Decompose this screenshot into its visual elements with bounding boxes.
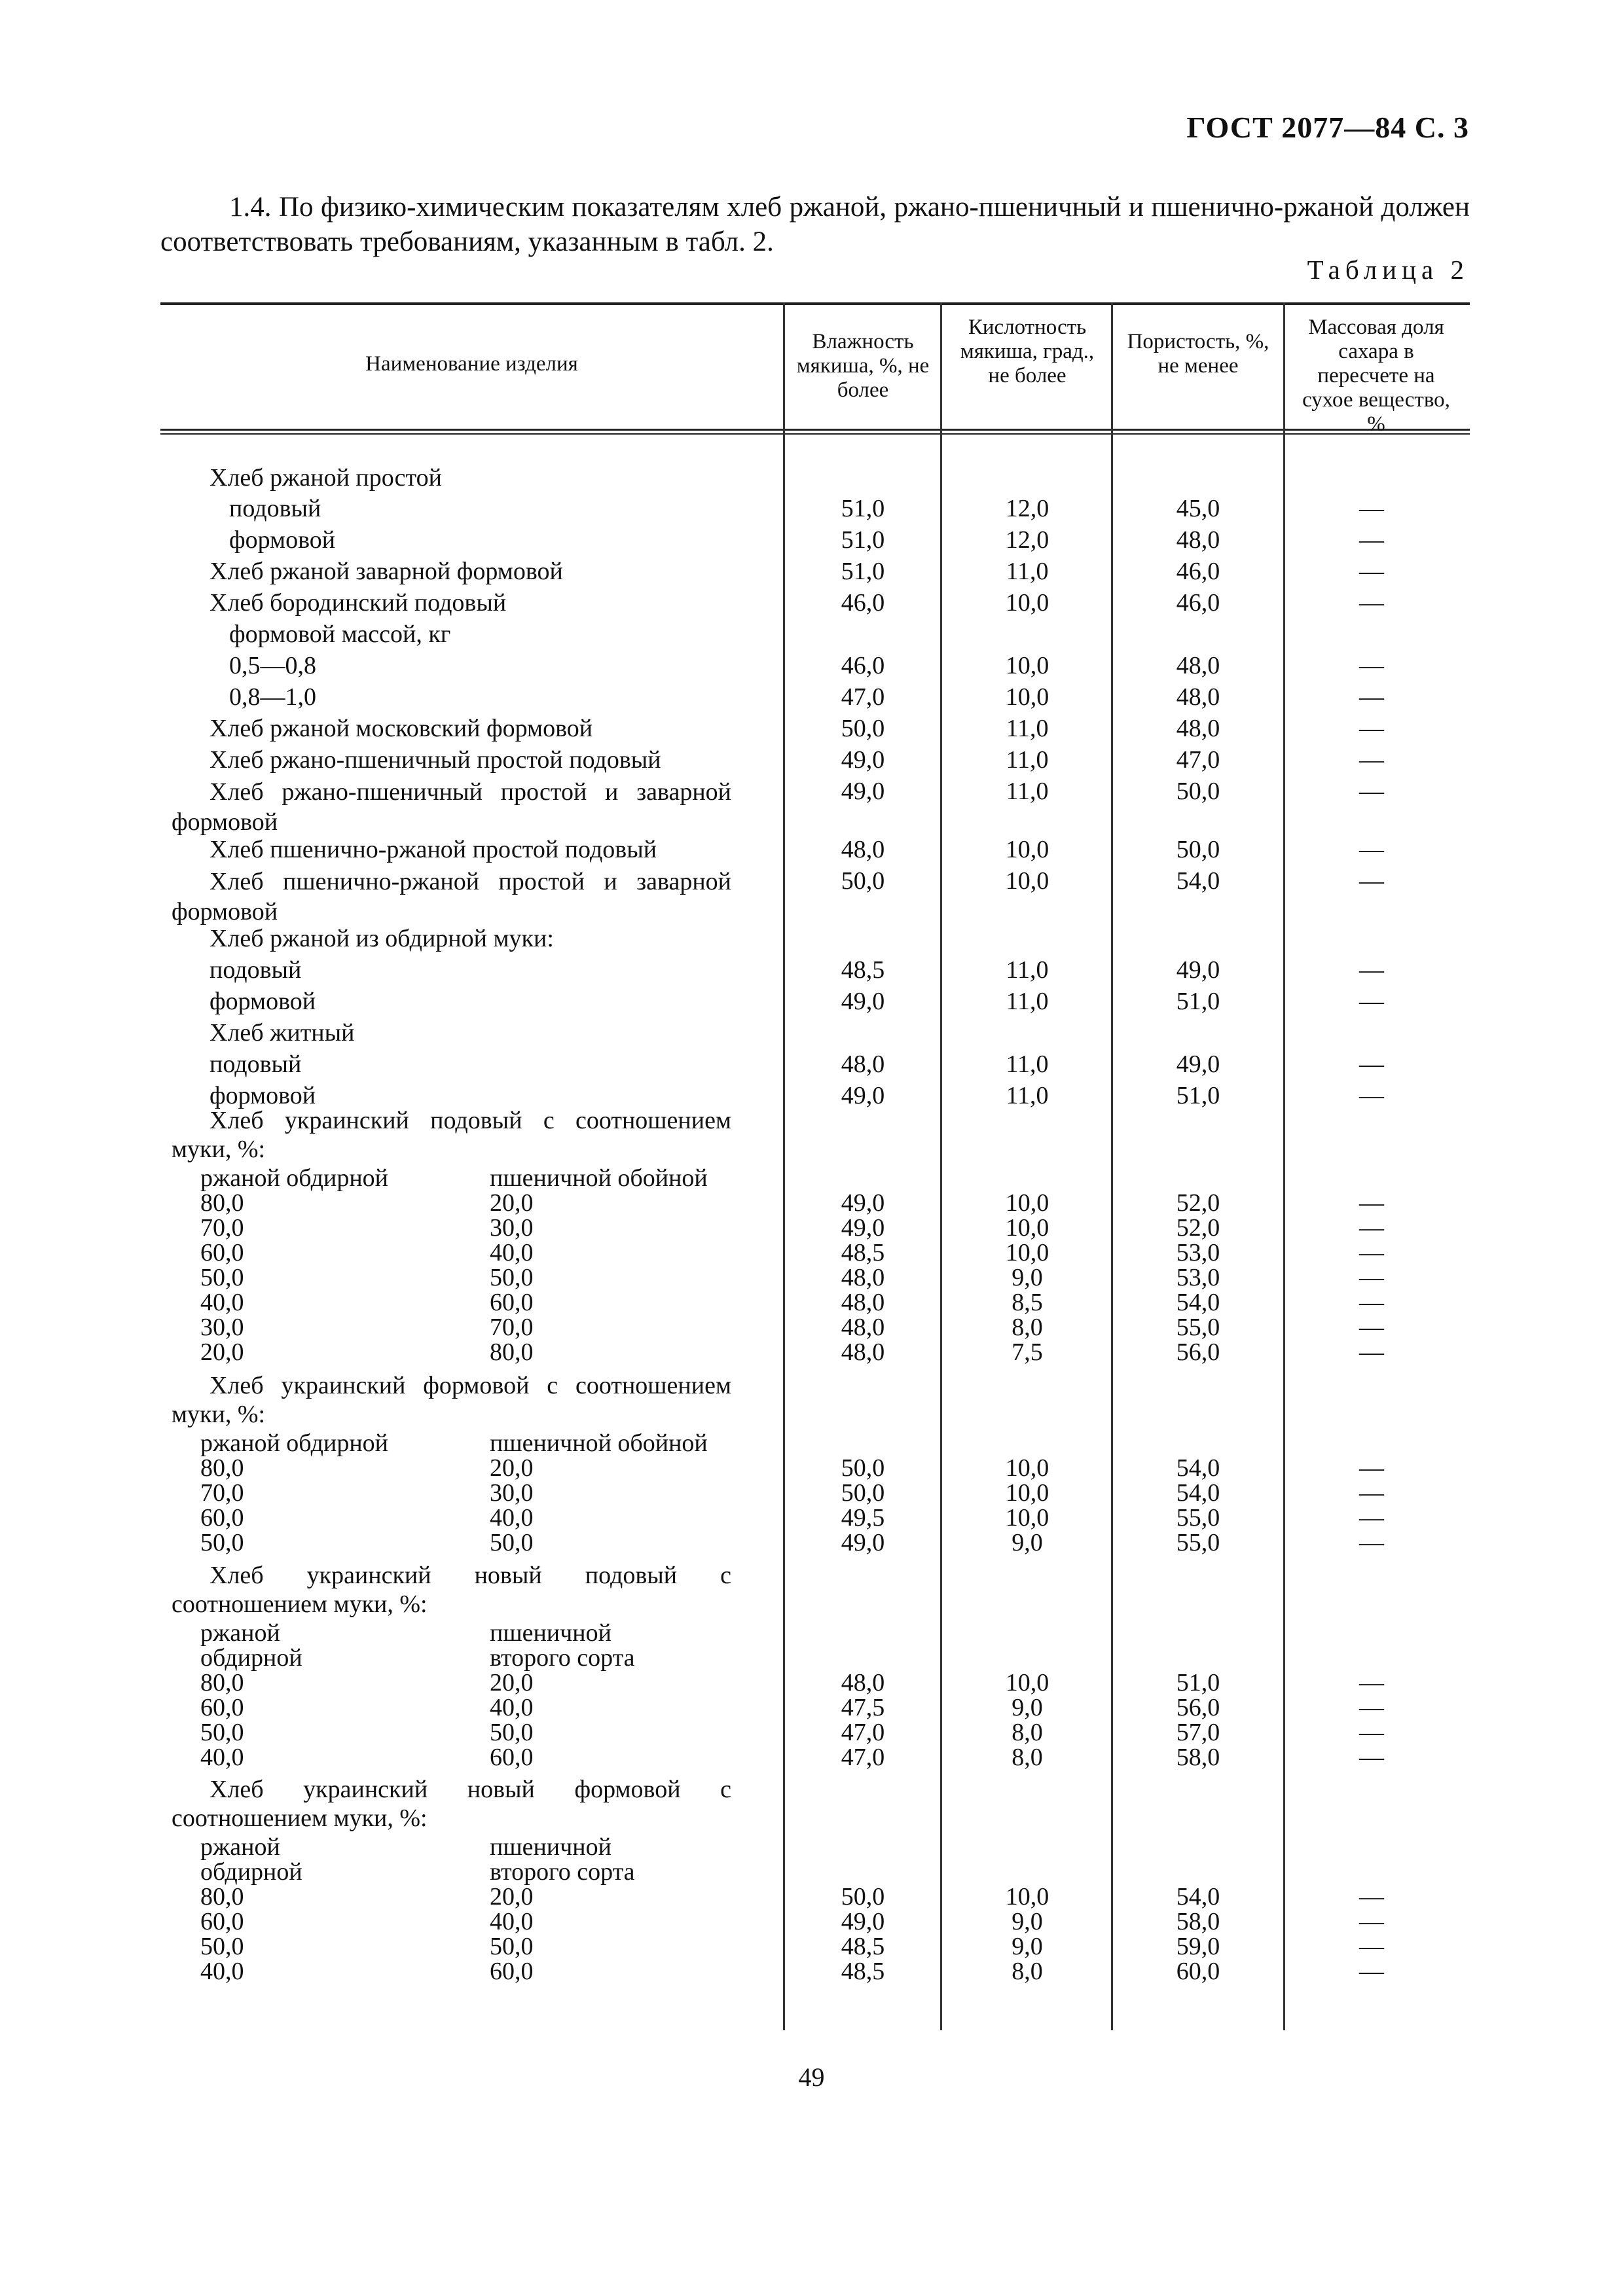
ratio-wheat: 30,0 — [490, 1479, 534, 1507]
ratio-rye: 70,0 — [200, 1214, 244, 1242]
table-top-rule — [160, 302, 1470, 305]
value-cell: 47,0 — [841, 1719, 885, 1746]
subsection-title — [0, 1561, 1623, 1618]
value-cell: 10,0 — [1005, 1479, 1049, 1507]
value-cell: 56,0 — [1176, 1694, 1220, 1721]
value-cell: 10,0 — [1005, 652, 1049, 679]
value-cell: — — [1359, 715, 1384, 742]
ratio-rye: 40,0 — [200, 1289, 244, 1316]
value-cell: 47,5 — [841, 1694, 885, 1721]
subsection-title-text: Хлеб украинский новый формовой с соотношением муки, %: — [172, 1776, 731, 1832]
value-cell: 49,0 — [841, 1082, 885, 1109]
value-cell: 11,0 — [1006, 746, 1049, 774]
ratio-wheat: 40,0 — [490, 1239, 534, 1266]
value-cell: — — [1359, 746, 1384, 774]
table-row — [0, 956, 1623, 982]
value-cell: 47,0 — [841, 1744, 885, 1771]
table-row — [0, 588, 1623, 615]
value-cell: 48,0 — [1176, 652, 1220, 679]
value-cell: 8,0 — [1012, 1744, 1043, 1771]
table-label: Таблица 2 — [1307, 255, 1469, 285]
value-cell: — — [1359, 1719, 1384, 1746]
flour-header-row — [0, 1619, 1623, 1647]
table-row — [0, 1528, 1623, 1556]
value-cell: — — [1359, 1694, 1384, 1721]
value-cell: 48,5 — [841, 1239, 885, 1266]
value-cell: 49,0 — [841, 1214, 885, 1242]
ratio-rye: 80,0 — [200, 1883, 244, 1910]
value-cell: — — [1359, 1289, 1384, 1316]
ratio-rye: 60,0 — [200, 1504, 244, 1532]
table-row — [0, 1050, 1623, 1076]
value-cell: 55,0 — [1176, 1529, 1220, 1556]
value-cell: — — [1359, 1529, 1384, 1556]
value-cell: 59,0 — [1176, 1933, 1220, 1960]
value-cell: 46,0 — [1176, 558, 1220, 585]
table-row — [0, 1932, 1623, 1960]
column-header-acidity: Кислотность мякиша, град., не более — [960, 315, 1095, 387]
table-row — [0, 463, 1623, 490]
table-header-rule-2 — [160, 433, 1470, 435]
value-cell: — — [1359, 1082, 1384, 1109]
value-cell: 51,0 — [1176, 1082, 1220, 1109]
product-name: подовый — [210, 1050, 302, 1078]
product-name: 0,8—1,0 — [229, 683, 316, 711]
value-cell: 49,0 — [1176, 1050, 1220, 1078]
table-row — [0, 867, 1623, 925]
flour-col-b: пшеничной обойной — [490, 1164, 708, 1192]
table-header-rule — [160, 429, 1470, 431]
ratio-wheat: 60,0 — [490, 1958, 534, 1985]
table-row — [0, 835, 1623, 861]
table-row — [0, 1693, 1623, 1721]
value-cell: 49,0 — [841, 746, 885, 774]
value-cell: 55,0 — [1176, 1504, 1220, 1532]
value-cell: 49,0 — [841, 1189, 885, 1217]
value-cell: 48,5 — [841, 956, 885, 984]
value-cell: 54,0 — [1176, 867, 1220, 895]
table-row — [0, 1313, 1623, 1341]
table-row — [0, 1213, 1623, 1242]
value-cell: 48,0 — [1176, 683, 1220, 711]
value-cell: — — [1359, 1908, 1384, 1935]
value-cell: 50,0 — [841, 867, 885, 895]
table-row — [0, 1479, 1623, 1507]
value-cell: 49,0 — [841, 778, 885, 805]
value-cell: 60,0 — [1176, 1958, 1220, 1985]
ratio-wheat: 60,0 — [490, 1744, 534, 1771]
value-cell: 11,0 — [1006, 988, 1049, 1015]
table-row — [0, 1668, 1623, 1696]
table-row — [0, 683, 1623, 709]
value-cell: — — [1359, 1338, 1384, 1366]
value-cell: — — [1359, 589, 1384, 617]
table-row — [0, 1503, 1623, 1532]
value-cell: 8,0 — [1012, 1719, 1043, 1746]
product-name: Хлеб ржаной простой — [210, 464, 442, 492]
value-cell: 10,0 — [1005, 1189, 1049, 1217]
value-cell: 51,0 — [841, 526, 885, 554]
ratio-rye: 30,0 — [200, 1314, 244, 1341]
flour-header-row — [0, 1857, 1623, 1886]
product-name: Хлеб житный — [210, 1019, 355, 1047]
column-header-sugar: Массовая доля сахара в пересчете на сухое вещество, % — [1302, 315, 1450, 436]
table-row — [0, 777, 1623, 836]
table-row — [0, 526, 1623, 552]
ratio-rye: 50,0 — [200, 1933, 244, 1960]
product-name: формовой — [210, 988, 316, 1015]
table-row — [0, 714, 1623, 740]
value-cell: 55,0 — [1176, 1314, 1220, 1341]
product-name: формовой — [210, 1082, 316, 1109]
value-cell: — — [1359, 867, 1384, 895]
product-name: Хлеб ржано-пшеничный простой и заварной формовой — [172, 778, 731, 836]
ratio-wheat: 30,0 — [490, 1214, 534, 1242]
value-cell: 50,0 — [1176, 778, 1220, 805]
value-cell: 11,0 — [1006, 778, 1049, 805]
value-cell: — — [1359, 1669, 1384, 1696]
value-cell: — — [1359, 956, 1384, 984]
value-cell: 54,0 — [1176, 1454, 1220, 1482]
flour-col-b: пшеничной обойной — [490, 1429, 708, 1457]
flour-col-b: пшеничной — [490, 1619, 611, 1647]
ratio-wheat: 70,0 — [490, 1314, 534, 1341]
ratio-wheat: 50,0 — [490, 1529, 534, 1556]
value-cell: 49,0 — [841, 1908, 885, 1935]
intro-paragraph: 1.4. По физико-химическим показателям хлеб ржаной, ржано-пшеничный и пшенично-ржаной должен соответствовать требованиям, указанным в табл. 2. — [160, 192, 1470, 257]
value-cell: 58,0 — [1176, 1908, 1220, 1935]
table-row — [0, 1189, 1623, 1217]
flour-col-a: ржаной — [200, 1833, 280, 1861]
flour-col-b: второго сорта — [490, 1644, 635, 1672]
value-cell: 50,0 — [841, 1883, 885, 1910]
value-cell: — — [1359, 1883, 1384, 1910]
page-number: 49 — [798, 2062, 825, 2092]
value-cell: 51,0 — [841, 558, 885, 585]
flour-header-row — [0, 1833, 1623, 1861]
product-name: 0,5—0,8 — [229, 652, 316, 679]
ratio-wheat: 50,0 — [490, 1933, 534, 1960]
value-cell: 50,0 — [841, 715, 885, 742]
value-cell: 51,0 — [1176, 1669, 1220, 1696]
value-cell: 48,0 — [841, 1264, 885, 1291]
value-cell: 48,5 — [841, 1933, 885, 1960]
ratio-wheat: 40,0 — [490, 1504, 534, 1532]
product-name: Хлеб ржаной московский формовой — [210, 715, 593, 742]
ratio-rye: 80,0 — [200, 1669, 244, 1696]
table-row — [0, 745, 1623, 772]
value-cell: — — [1359, 1264, 1384, 1291]
value-cell: 11,0 — [1006, 956, 1049, 984]
table-row — [0, 1263, 1623, 1291]
value-cell: 8,0 — [1012, 1958, 1043, 1985]
value-cell: 57,0 — [1176, 1719, 1220, 1746]
value-cell: 10,0 — [1005, 1239, 1049, 1266]
value-cell: 49,0 — [841, 1529, 885, 1556]
value-cell: 50,0 — [1176, 836, 1220, 863]
value-cell: 9,0 — [1012, 1694, 1043, 1721]
table-row — [0, 1338, 1623, 1366]
flour-header-row — [0, 1643, 1623, 1672]
value-cell: 48,0 — [1176, 526, 1220, 554]
value-cell: 54,0 — [1176, 1289, 1220, 1316]
value-cell: 10,0 — [1005, 683, 1049, 711]
value-cell: 51,0 — [841, 495, 885, 522]
table-row — [0, 1957, 1623, 1985]
ratio-rye: 20,0 — [200, 1338, 244, 1366]
value-cell: 53,0 — [1176, 1239, 1220, 1266]
product-name: Хлеб пшенично-ржаной простой подовый — [210, 836, 657, 863]
value-cell: 8,5 — [1012, 1289, 1043, 1316]
ratio-rye: 60,0 — [200, 1239, 244, 1266]
table-row — [0, 557, 1623, 583]
value-cell: 46,0 — [1176, 589, 1220, 617]
product-name: Хлеб ржаной из обдирной муки: — [210, 925, 554, 952]
value-cell: 46,0 — [841, 652, 885, 679]
table-row — [0, 1882, 1623, 1910]
ratio-rye: 50,0 — [200, 1719, 244, 1746]
value-cell: 9,0 — [1012, 1264, 1043, 1291]
value-cell: 54,0 — [1176, 1883, 1220, 1910]
table-row — [0, 1288, 1623, 1316]
value-cell: 10,0 — [1005, 867, 1049, 895]
value-cell: 47,0 — [841, 683, 885, 711]
ratio-wheat: 20,0 — [490, 1669, 534, 1696]
value-cell: 48,0 — [1176, 715, 1220, 742]
value-cell: — — [1359, 836, 1384, 863]
value-cell: 9,0 — [1012, 1933, 1043, 1960]
ratio-rye: 80,0 — [200, 1189, 244, 1217]
value-cell: — — [1359, 778, 1384, 805]
value-cell: 11,0 — [1006, 715, 1049, 742]
ratio-rye: 50,0 — [200, 1529, 244, 1556]
product-name: Хлеб ржаной заварной формовой — [210, 558, 563, 585]
table-row — [0, 1743, 1623, 1771]
value-cell: — — [1359, 1189, 1384, 1217]
table-row — [0, 1718, 1623, 1746]
value-cell: — — [1359, 1214, 1384, 1242]
product-name: Хлеб бородинский подовый — [210, 589, 507, 617]
ratio-rye: 40,0 — [200, 1744, 244, 1771]
table-row — [0, 1907, 1623, 1935]
value-cell: — — [1359, 526, 1384, 554]
value-cell: 10,0 — [1005, 1214, 1049, 1242]
value-cell: 53,0 — [1176, 1264, 1220, 1291]
value-cell: 9,0 — [1012, 1529, 1043, 1556]
value-cell: 50,0 — [841, 1479, 885, 1507]
flour-col-b: пшеничной — [490, 1833, 611, 1861]
value-cell: — — [1359, 1744, 1384, 1771]
value-cell: 11,0 — [1006, 1050, 1049, 1078]
value-cell: — — [1359, 558, 1384, 585]
ratio-rye: 60,0 — [200, 1908, 244, 1935]
value-cell: — — [1359, 1958, 1384, 1985]
value-cell: 50,0 — [841, 1454, 885, 1482]
value-cell: 45,0 — [1176, 495, 1220, 522]
product-name: Хлеб пшенично-ржаной простой и заварной формовой — [172, 868, 731, 925]
value-cell: 8,0 — [1012, 1314, 1043, 1341]
value-cell: 46,0 — [841, 589, 885, 617]
value-cell: 49,0 — [841, 988, 885, 1015]
value-cell: 47,0 — [1176, 746, 1220, 774]
value-cell: 52,0 — [1176, 1214, 1220, 1242]
subsection-title — [0, 1371, 1623, 1428]
flour-col-a: обдирной — [200, 1858, 302, 1886]
ratio-wheat: 80,0 — [490, 1338, 534, 1366]
product-name: Хлеб ржано-пшеничный простой подовый — [210, 746, 661, 774]
product-name: формовой массой, кг — [229, 620, 451, 648]
value-cell: — — [1359, 1314, 1384, 1341]
product-name: формовой — [229, 526, 336, 554]
ratio-wheat: 20,0 — [490, 1883, 534, 1910]
table-row — [0, 1081, 1623, 1107]
value-cell: 56,0 — [1176, 1338, 1220, 1366]
ratio-rye: 80,0 — [200, 1454, 244, 1482]
value-cell: 51,0 — [1176, 988, 1220, 1015]
value-cell: 52,0 — [1176, 1189, 1220, 1217]
ratio-wheat: 50,0 — [490, 1719, 534, 1746]
subsection-title-text: Хлеб украинский формовой с соотношением муки, %: — [172, 1372, 731, 1428]
ratio-rye: 50,0 — [200, 1264, 244, 1291]
value-cell: — — [1359, 652, 1384, 679]
value-cell: 48,5 — [841, 1958, 885, 1985]
value-cell: 48,0 — [841, 1338, 885, 1366]
ratio-wheat: 40,0 — [490, 1908, 534, 1935]
flour-col-b: второго сорта — [490, 1858, 635, 1886]
flour-col-a: ржаной — [200, 1619, 280, 1647]
value-cell: 10,0 — [1005, 836, 1049, 863]
value-cell: 10,0 — [1005, 1883, 1049, 1910]
product-name: подовый — [210, 956, 302, 984]
table-row — [0, 651, 1623, 677]
subsection-title — [0, 1775, 1623, 1832]
flour-header-row — [0, 1164, 1623, 1192]
value-cell: 7,5 — [1012, 1338, 1043, 1366]
value-cell: 10,0 — [1005, 1454, 1049, 1482]
ratio-wheat: 50,0 — [490, 1264, 534, 1291]
subsection-title — [0, 1106, 1623, 1163]
value-cell: — — [1359, 1504, 1384, 1532]
subsection-title-text: Хлеб украинский подовый с соотношением муки, %: — [172, 1107, 731, 1163]
ratio-rye: 60,0 — [200, 1694, 244, 1721]
subsection-title-text: Хлеб украинский новый подовый с соотношением муки, %: — [172, 1562, 731, 1618]
value-cell: 12,0 — [1005, 526, 1049, 554]
value-cell: 48,0 — [841, 836, 885, 863]
value-cell: 48,0 — [841, 1289, 885, 1316]
product-name: подовый — [229, 495, 321, 522]
value-cell: 10,0 — [1005, 1504, 1049, 1532]
value-cell: 11,0 — [1006, 558, 1049, 585]
ratio-wheat: 20,0 — [490, 1189, 534, 1217]
ratio-wheat: 60,0 — [490, 1289, 534, 1316]
table-row — [0, 494, 1623, 520]
flour-col-a: ржаной обдирной — [200, 1164, 389, 1192]
value-cell: — — [1359, 1239, 1384, 1266]
ratio-wheat: 20,0 — [490, 1454, 534, 1482]
value-cell: 48,0 — [841, 1314, 885, 1341]
value-cell: — — [1359, 1050, 1384, 1078]
value-cell: 10,0 — [1005, 1669, 1049, 1696]
column-header-name: Наименование изделия — [365, 352, 578, 376]
table-row — [0, 987, 1623, 1013]
value-cell: 12,0 — [1005, 495, 1049, 522]
value-cell: 11,0 — [1006, 1082, 1049, 1109]
ratio-wheat: 40,0 — [490, 1694, 534, 1721]
value-cell: — — [1359, 495, 1384, 522]
column-header-moisture: Влажность мякиша, %, не более — [796, 330, 930, 402]
value-cell: — — [1359, 1933, 1384, 1960]
value-cell: 48,0 — [841, 1050, 885, 1078]
table-row — [0, 1454, 1623, 1482]
table-row — [0, 924, 1623, 950]
value-cell: — — [1359, 1454, 1384, 1482]
value-cell: 49,5 — [841, 1504, 885, 1532]
document-header: ГОСТ 2077—84 С. 3 — [1186, 111, 1469, 144]
value-cell: 48,0 — [841, 1669, 885, 1696]
ratio-rye: 70,0 — [200, 1479, 244, 1507]
value-cell: 10,0 — [1005, 589, 1049, 617]
value-cell: — — [1359, 988, 1384, 1015]
ratio-rye: 40,0 — [200, 1958, 244, 1985]
value-cell: 58,0 — [1176, 1744, 1220, 1771]
flour-col-a: обдирной — [200, 1644, 302, 1672]
column-header-porosity: Пористость, %, не менее — [1127, 330, 1269, 378]
value-cell: 9,0 — [1012, 1908, 1043, 1935]
value-cell: 54,0 — [1176, 1479, 1220, 1507]
table-row — [0, 1238, 1623, 1266]
value-cell: — — [1359, 1479, 1384, 1507]
value-cell: — — [1359, 683, 1384, 711]
table-row — [0, 1018, 1623, 1045]
value-cell: 49,0 — [1176, 956, 1220, 984]
table-row — [0, 620, 1623, 646]
flour-header-row — [0, 1429, 1623, 1457]
flour-col-a: ржаной обдирной — [200, 1429, 389, 1457]
